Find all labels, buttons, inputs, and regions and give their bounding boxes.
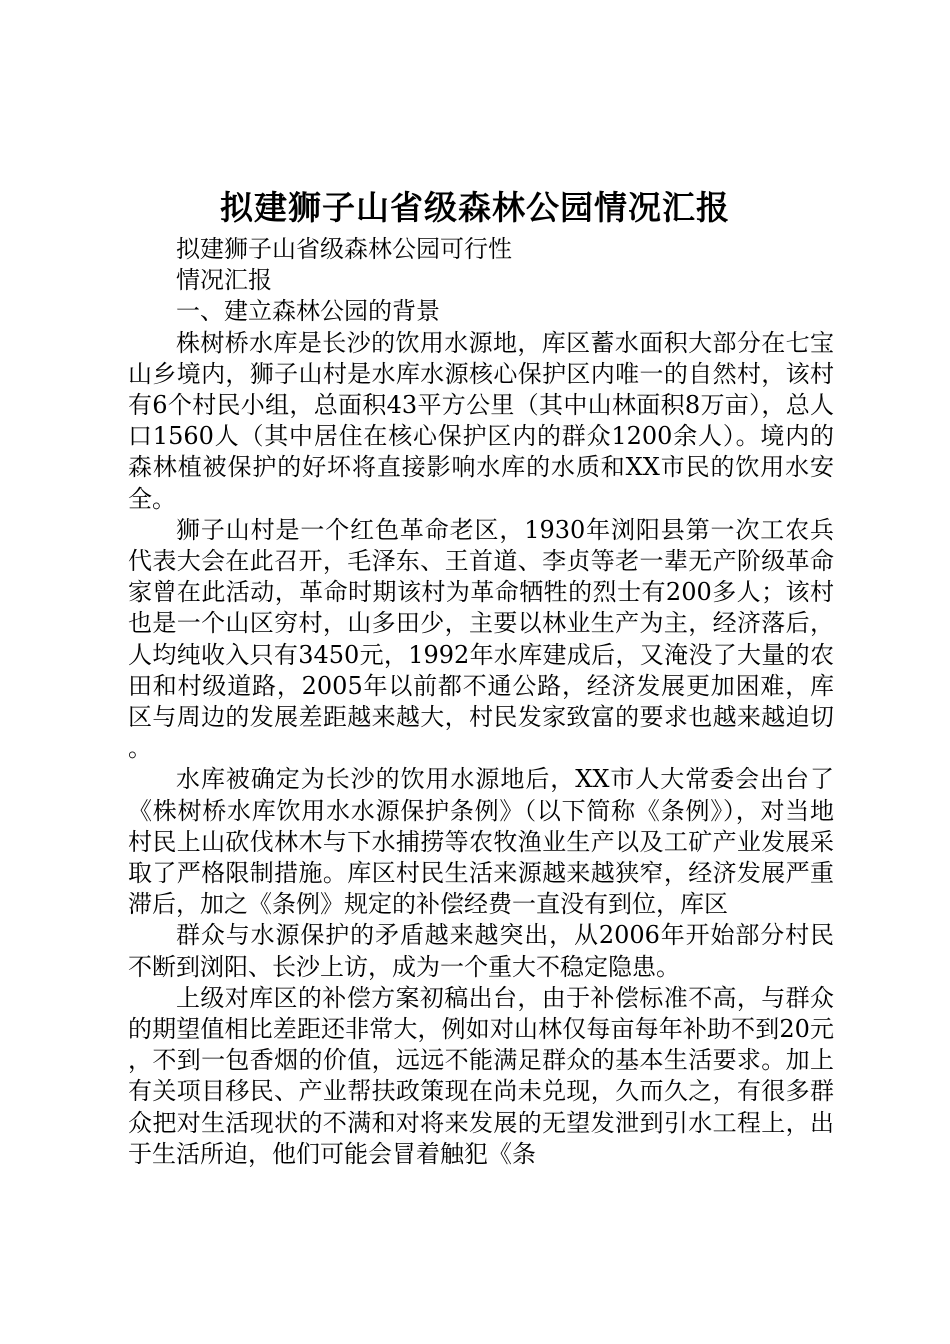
paragraph-subtitle-line-1: 拟建狮子山省级森林公园可行性: [176, 235, 512, 263]
section-heading: 一、建立森林公园的背景: [176, 297, 440, 326]
paragraph: 狮子山村是一个红色革命老区，1930年浏阳县第一次工农兵代表大会在此召开，毛泽东、王首道、李贞等老一辈无产阶级革命家曾在此活动，革命时期该村为革命牺牲的烈士有200多人；该村也是一个山区穷村，山多田少，主要以林业生产为主，经济落后，人均纯收入只有3450元，1992年水库建成后，又淹没了大量的农田和村级道路，2005年以前都不通公路，经济发展更加困难，库区与周边的发展差距越来越大，村民发家致富的要求也越来越迫切。: [128, 515, 834, 763]
paragraph: 株树桥水库是长沙的饮用水源地，库区蓄水面积大部分在七宝山乡境内，狮子山村是水库水源核心保护区内唯一的自然村，该村有6个村民小组，总面积43平方公里（其中山林面积8万亩），总人口1560人（其中居住在核心保护区内的群众1200余人）。境内的森林植被保护的好坏将直接影响水库的水质和XX市民的饮用水安全。: [128, 328, 834, 513]
document-title: 拟建狮子山省级森林公园情况汇报: [220, 188, 730, 227]
paragraph: 上级对库区的补偿方案初稿出台，由于补偿标准不高，与群众的期望值相比差距还非常大，例如对山林仅每亩每年补助不到20元，不到一包香烟的价值，远远不能满足群众的基本生活要求。加上有关项目移民、产业帮扶政策现在尚未兑现，久而久之，有很多群众把对生活现状的不满和对将来发展的无望发泄到引水工程上，出于生活所迫，他们可能会冒着触犯《条: [128, 983, 834, 1168]
paragraph-subtitle-line-2: 情况汇报: [176, 266, 272, 295]
document-body: [128, 234, 834, 1170]
paragraph: 群众与水源保护的矛盾越来越突出，从2006年开始部分村民不断到浏阳、长沙上访，成为一个重大不稳定隐患。: [128, 921, 834, 981]
paragraph: 水库被确定为长沙的饮用水源地后，XX市人大常委会出台了《株树桥水库饮用水水源保护条例》（以下简称《条例》），对当地村民上山砍伐林木与下水捕捞等农牧渔业生产以及工矿产业发展采取了严格限制措施。库区村民生活来源越来越狭窄，经济发展严重滞后，加之《条例》规定的补偿经费一直没有到位，库区: [128, 765, 834, 919]
